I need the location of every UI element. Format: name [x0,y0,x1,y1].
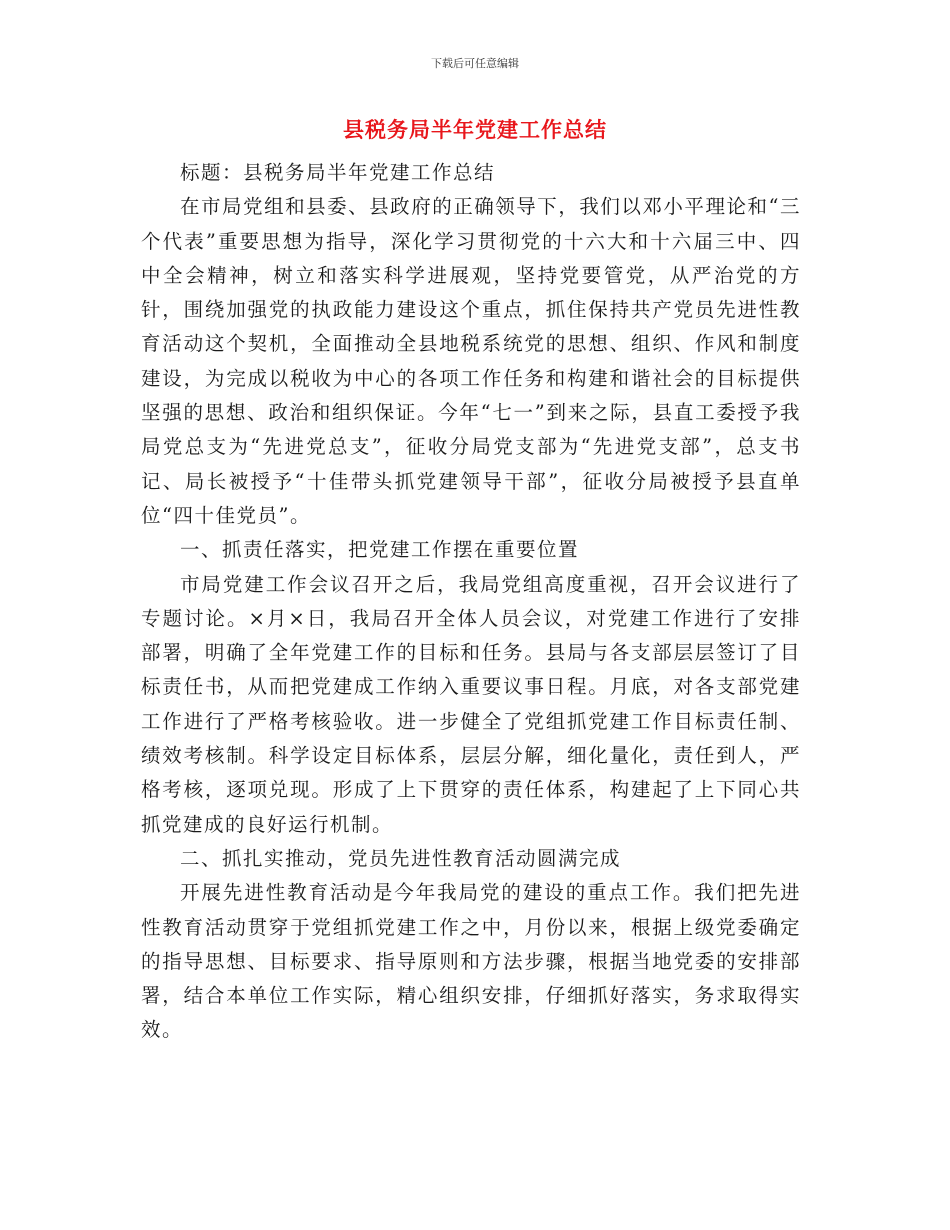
paragraph-intro: 在市局党组和县委、县政府的正确领导下，我们以邓小平理论和“三个代表”重要思想为指导，深化学习贯彻党的十六大和十六届三中、四中全会精神，树立和落实科学进展观，坚持党要管党，从严治党的方针，围绕加强党的执政能力建设这个重点，抓住保持共产党员先进性教育活动这个契机，全面推动全县地税系统党的思想、组织、作风和制度建设，为完成以税收为中心的各项工作任务和构建和谐社会的目标提供坚强的思想、政治和组织保证。今年“七一”到来之际，县直工委授予我局党总支为“先进党总支”，征收分局党支部为“先进党支部”，总支书记、局长被授予“十佳带头抓党建领导干部”，征收分局被授予县直单位“四十佳党员”。 [141,195,801,527]
section-heading-1: 一、抓责任落实，把党建工作摆在重要位置 [180,538,580,562]
header-note: 下载后可任意编辑 [431,57,519,70]
document-title: 县税务局半年党建工作总结 [343,118,607,142]
paragraph-section-2: 开展先进性教育活动是今年我局党的建设的重点工作。我们把先进性教育活动贯穿于党组抓党建工作之中，月份以来，根据上级党委确定的指导思想、目标要求、指导原则和方法步骤，根据当地党委的安排部署，结合本单位工作实际，精心组织安排，仔细抓好落实，务求取得实效。 [141,881,801,1042]
section-heading-2: 二、抓扎实推动，党员先进性教育活动圆满完成 [180,846,622,870]
paragraph-subject-line: 标题：县税务局半年党建工作总结 [180,161,496,184]
document-body [141,156,801,1048]
paragraph-section-1: 市局党建工作会议召开之后，我局党组高度重视，召开会议进行了专题讨论。×月×日，我局召开全体人员会议，对党建工作进行了安排部署，明确了全年党建工作的目标和任务。县局与各支部层层签订了目标责任书，从而把党建成工作纳入重要议事日程。月底，对各支部党建工作进行了严格考核验收。进一步健全了党组抓党建工作目标责任制、绩效考核制。科学设定目标体系，层层分解，细化量化，责任到人，严格考核，逐项兑现。形成了上下贯穿的责任体系，构建起了上下同心共抓党建成的良好运行机制。 [141,572,801,836]
